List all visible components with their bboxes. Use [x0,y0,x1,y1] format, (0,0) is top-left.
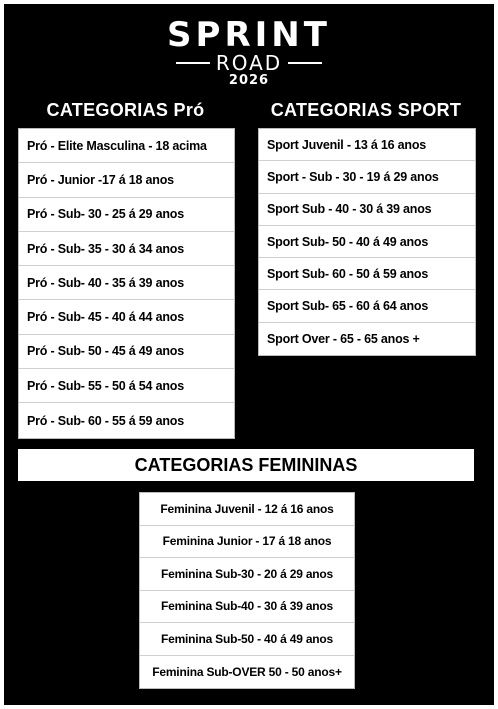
pro-category-item: Pró - Sub- 55 - 50 á 54 anos [19,369,234,403]
pro-category-item: Pró - Sub- 35 - 30 á 34 anos [19,232,234,266]
feminina-category-item: Feminina Junior - 17 á 18 anos [140,526,354,559]
feminina-category-item: Feminina Sub-40 - 30 á 39 anos [140,591,354,624]
feminina-category-item: Feminina Sub-50 - 40 á 49 anos [140,623,354,656]
pro-category-item: Pró - Sub- 45 - 40 á 44 anos [19,300,234,334]
feminina-heading: CATEGORIAS FEMININAS [18,449,474,481]
sport-category-item: Sport Sub- 65 - 60 á 64 anos [259,290,475,322]
sport-category-item: Sport - Sub - 30 - 19 á 29 anos [259,161,475,193]
logo-road-line [0,52,498,74]
sport-heading: CATEGORIAS SPORT [270,100,462,120]
feminina-category-list [139,492,355,689]
pro-category-item: Pró - Sub- 40 - 35 á 39 anos [19,266,234,300]
pro-heading: CATEGORIAS Pró [46,100,205,120]
sport-category-item: Sport Over - 65 - 65 anos + [267,331,420,346]
feminina-category-item: Feminina Sub-OVER 50 - 50 anos+ [152,664,342,679]
pro-category-item: Pró - Sub- 50 - 45 á 49 anos [19,335,234,369]
sport-category-list [258,128,476,356]
sport-category-item: Sport Juvenil - 13 á 16 anos [259,129,475,161]
sport-category-item: Sport Sub - 40 - 30 á 39 anos [259,194,475,226]
pro-category-item: Pró - Junior -17 á 18 anos [19,163,234,197]
logo-subtitle: ROAD [215,51,283,75]
logo-dash-left [176,62,210,64]
pro-category-item: Pró - Sub- 30 - 25 á 29 anos [19,198,234,232]
logo-title: SPRINT [167,15,331,55]
logo-year: 2026 [228,73,270,88]
pro-category-item: Pró - Elite Masculina - 18 acima [19,129,234,163]
feminina-category-item: Feminina Sub-30 - 20 á 29 anos [140,558,354,591]
logo-dash-right [288,62,322,64]
sprint-road-logo [0,15,498,88]
sport-category-item: Sport Sub- 50 - 40 á 49 anos [259,226,475,258]
feminina-category-item: Feminina Juvenil - 12 á 16 anos [140,493,354,526]
sport-category-item: Sport Sub- 60 - 50 á 59 anos [259,258,475,290]
pro-category-list [18,128,235,439]
pro-category-item: Pró - Sub- 60 - 55 á 59 anos [27,413,184,428]
